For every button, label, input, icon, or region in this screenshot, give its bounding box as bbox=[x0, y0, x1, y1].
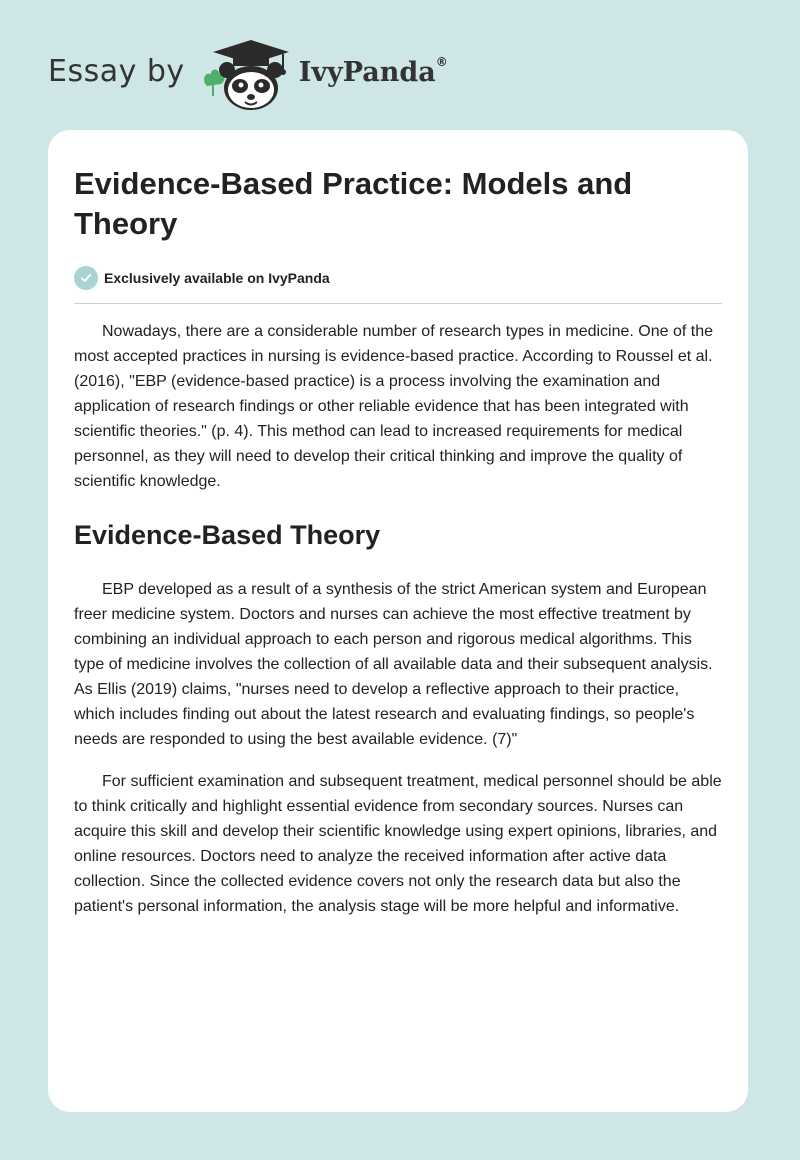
intro-paragraph: Nowadays, there are a considerable number of research types in medicine. One of the most accepted practices in nursing is evidence-based practice. According to Roussel et al. (2016), "EBP (evidence-based practice) is a process involving the examination and application of research findings or other reliable evidence that has been integrated with scientific theories." (p. 4). This method can lead to increased requirements for medical personnel, as they will need to develop their critical thinking and improve the quality of scientific knowledge. bbox=[74, 323, 713, 490]
essay-by-label: Essay by bbox=[48, 53, 185, 89]
check-circle-icon bbox=[74, 266, 98, 290]
section-heading: Evidence-Based Theory bbox=[74, 520, 381, 550]
section-paragraph-2: For sufficient examination and subsequent treatment, medical personnel should be able to think critically and highlight essential evidence from secondary sources. Nurses can acquire this skill and develop their scientific knowledge using expert opinions, libraries, and online resources. Doctors need to analyze the received information after active data collection. Since the collected evidence covers not only the research data but also the patient's personal information, the analysis stage will be more helpful and informative. bbox=[74, 773, 722, 915]
essay-card bbox=[48, 130, 748, 1112]
panda-logo-icon[interactable] bbox=[199, 34, 295, 114]
brand-name[interactable]: IvyPanda® bbox=[298, 54, 448, 88]
exclusive-badge-label: Exclusively available on IvyPanda bbox=[104, 270, 330, 286]
registered-mark: ® bbox=[435, 54, 448, 69]
exclusive-badge bbox=[74, 266, 722, 304]
page-title: Evidence-Based Practice: Models and Theory bbox=[74, 166, 633, 241]
section-paragraph-1: EBP developed as a result of a synthesis of the strict American system and European freer medicine system. Doctors and nurses can achieve the most effective treatment by combining an individual approach to each person and rigorous medical algorithms. This type of medicine involves the collection of all available data and their subsequent analysis. As Ellis (2019) claims, "nurses need to develop a reflective approach to their practice, which includes finding out about the latest research and evaluating findings, so people's needs are responded to using the best available evidence. (7)" bbox=[74, 581, 713, 748]
site-header bbox=[48, 34, 448, 114]
